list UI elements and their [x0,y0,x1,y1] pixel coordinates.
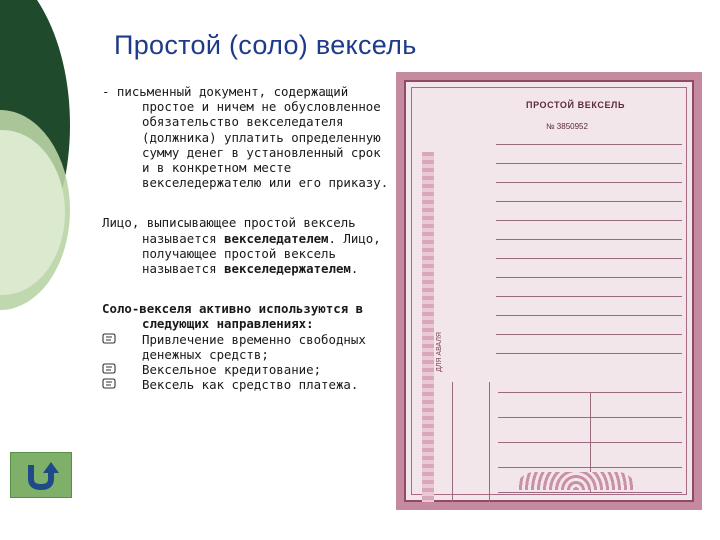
promissory-note-image [396,72,702,510]
scroll-bullet-icon [102,377,120,392]
definition-paragraph: - письменный документ, содержащий простое и ничем не обусловленное обязательство векселедателя (должника) уплатить определенную сумму денег в установленный срок и в конкретном месте векселедержателю или его приказу. [102,84,389,191]
list-item [102,377,392,392]
slide-title: Простой (соло) вексель [114,30,417,60]
usage-item-text: Вексель как средство платежа. [142,377,359,393]
usage-item-text: Вексельное кредитование; [142,362,322,378]
usage-list [102,332,392,393]
scroll-bullet-icon [102,332,120,347]
note-number: № 3850952 [546,122,588,131]
note-paper [404,80,694,502]
holder-term: векселедержателем [224,261,351,277]
scroll-bullet-icon [102,362,120,377]
list-item [102,362,392,377]
note-stripe [422,152,434,502]
note-rosette [516,472,636,490]
issuer-paragraph [102,215,392,276]
note-heading: ПРОСТОЙ ВЕКСЕЛЬ [526,100,626,110]
return-button[interactable] [10,452,72,498]
slide-body [102,84,392,392]
issuer-text-3: . [350,261,359,277]
u-turn-arrow-icon [21,457,61,493]
note-side-text: ДЛЯ АВАЛЯ [436,332,443,372]
note-form-lines [496,144,682,372]
issuer-term: векселедателем [224,230,329,246]
issuer-text-1: Лицо, выписывающее простой вексель называется [102,215,356,246]
usage-heading: Соло-векселя активно используются в следующих направлениях: [102,301,364,332]
list-item [102,332,392,362]
issuer-text-2: . Лицо, получающее простой вексель называется [142,230,381,277]
usage-item-text: Привлечение временно свободных денежных средств; [142,331,366,362]
note-signature-column [452,382,490,502]
